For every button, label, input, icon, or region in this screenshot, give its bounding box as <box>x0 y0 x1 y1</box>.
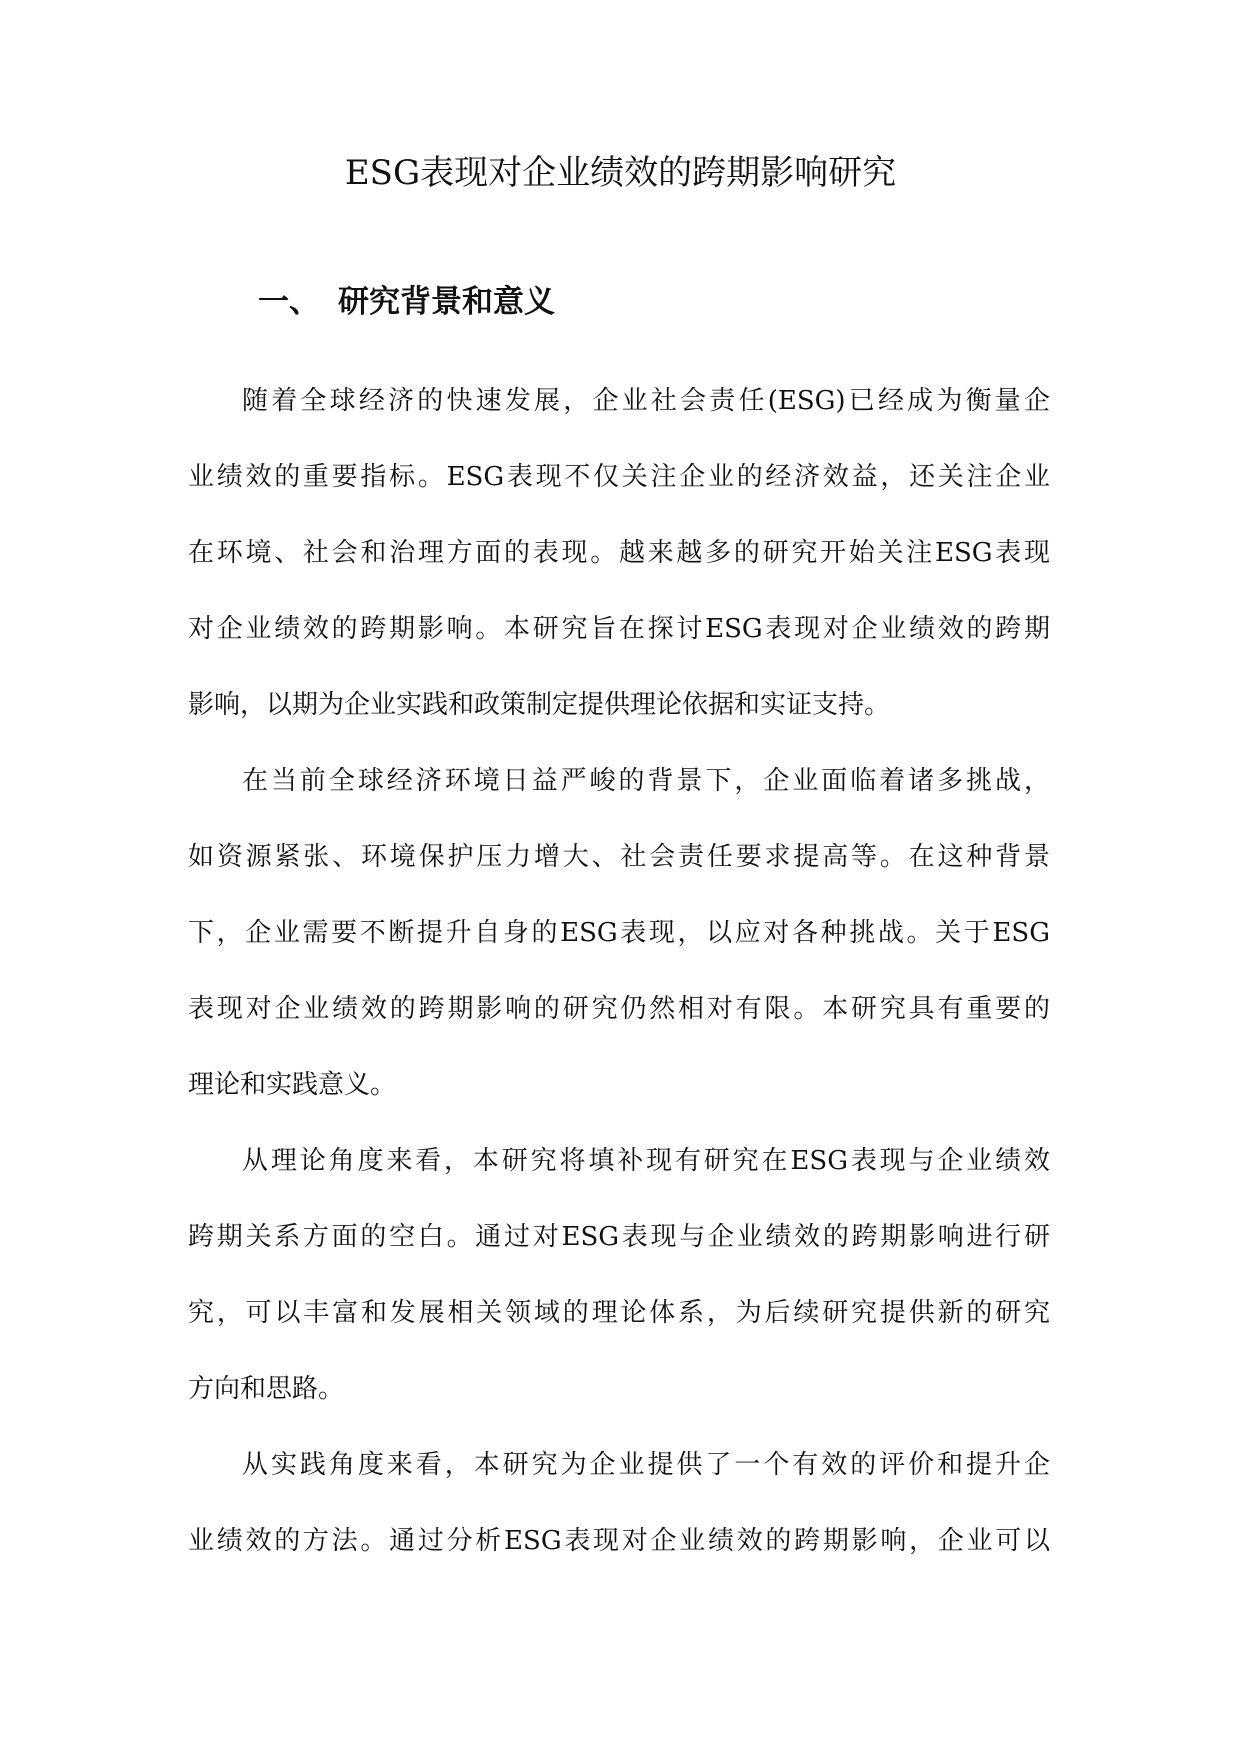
text-line: 下，企业需要不断提升自身的ESG表现，以应对各种挑战。关于ESG <box>188 918 1050 948</box>
section-title: 研究背景和意义 <box>338 284 555 320</box>
text-line: 对企业绩效的跨期影响。本研究旨在探讨ESG表现对企业绩效的跨期 <box>188 614 1050 644</box>
paragraph <box>188 1427 1050 1579</box>
section-heading <box>258 280 555 324</box>
text-line: 究，可以丰富和发展相关领域的理论体系，为后续研究提供新的研究 <box>188 1298 1050 1328</box>
text-line: 影响，以期为企业实践和政策制定提供理论依据和实证支持。 <box>188 690 891 720</box>
text-line: 从实践角度来看，本研究为企业提供了一个有效的评价和提升企 <box>242 1450 1050 1480</box>
text-line: 在环境、社会和治理方面的表现。越来越多的研究开始关注ESG表现 <box>188 538 1050 568</box>
text-line: 从理论角度来看，本研究将填补现有研究在ESG表现与企业绩效 <box>242 1146 1050 1176</box>
paragraph <box>188 743 1050 1123</box>
section-number: 一、 <box>258 284 320 320</box>
document-body <box>188 363 1050 1579</box>
text-line: 随着全球经济的快速发展，企业社会责任(ESG)已经成为衡量企 <box>242 386 1050 416</box>
text-line: 如资源紧张、环境保护压力增大、社会责任要求提高等。在这种背景 <box>188 842 1050 872</box>
paragraph <box>188 363 1050 743</box>
text-line: 业绩效的方法。通过分析ESG表现对企业绩效的跨期影响，企业可以 <box>188 1526 1050 1556</box>
text-line: 跨期关系方面的空白。通过对ESG表现与企业绩效的跨期影响进行研 <box>188 1222 1050 1252</box>
text-line: 表现对企业绩效的跨期影响的研究仍然相对有限。本研究具有重要的 <box>188 994 1050 1024</box>
text-line: 在当前全球经济环境日益严峻的背景下，企业面临着诸多挑战， <box>242 766 1050 796</box>
text-line: 理论和实践意义。 <box>188 1070 397 1100</box>
document-title: ESG表现对企业绩效的跨期影响研究 <box>344 153 897 193</box>
text-line: 方向和思路。 <box>188 1374 345 1404</box>
paragraph <box>188 1123 1050 1427</box>
text-line: 业绩效的重要指标。ESG表现不仅关注企业的经济效益，还关注企业 <box>188 462 1050 492</box>
